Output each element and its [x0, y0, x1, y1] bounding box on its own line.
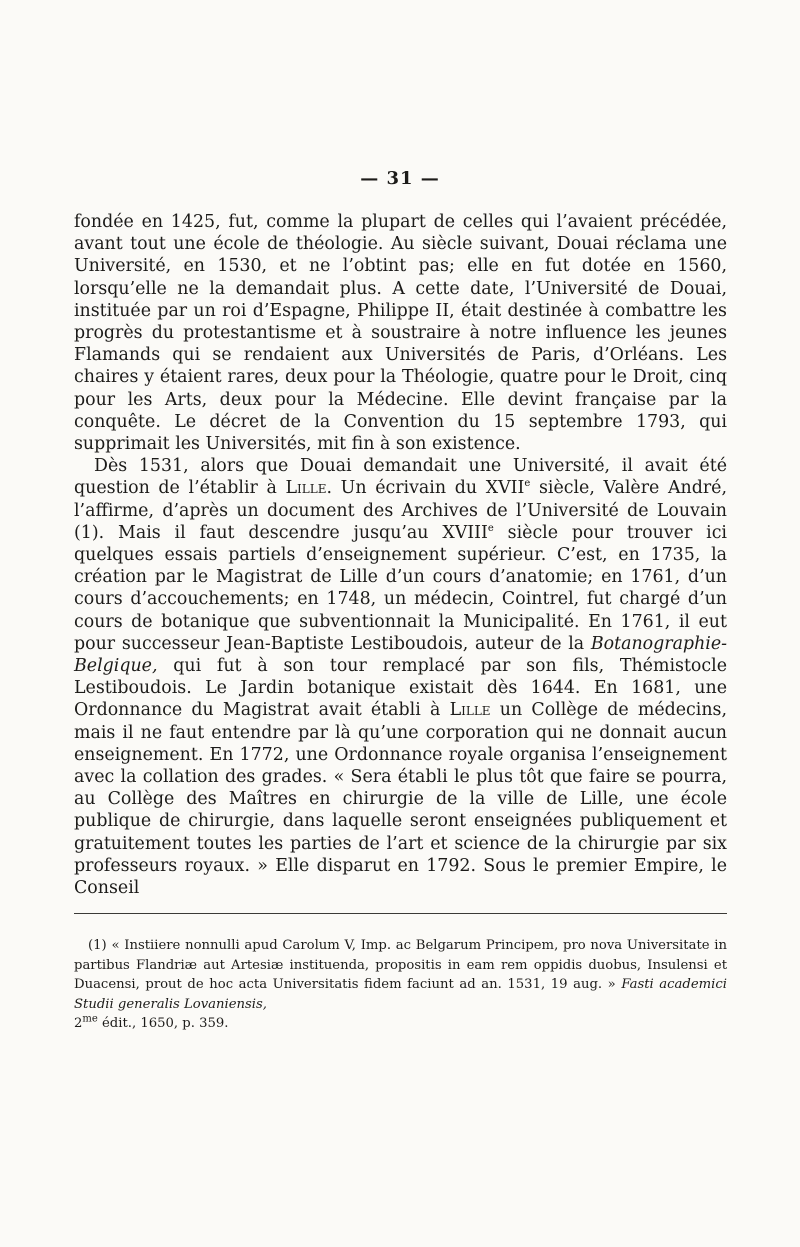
century-superscript: e: [487, 523, 494, 535]
paragraph-text: qui fut à son tour remplacé par son fils, Thémistocle Lestiboudois. Le Jardin botanique existait dès 1644. En 1681, une Ordonnance du Magistrat avait établi à: [74, 656, 727, 721]
city-name-small-caps: Lille: [449, 700, 491, 721]
footnote-marker: (1): [88, 938, 107, 953]
paragraph-text: Dès 1531, alors que Douai demandait une Université, il avait été question de l’établir à: [74, 456, 727, 499]
footnote-edition-superscript: me: [82, 1013, 98, 1025]
footnote-separator: [74, 913, 727, 914]
paragraph-text: siècle pour trouver ici quelques essais partiels d’enseignement supérieur. C’est, en 1735, la création par le Magistrat de Lille d’un cours d’anatomie; en 1761, d’un cours d’accouchements; en 1748, un médecin, Cointrel, fut chargé d’un cours de botanique que subventionnait la Municipalité. En 1761, il eut pour successeur Jean-Baptiste Lestiboudois, auteur de la: [74, 522, 727, 654]
city-name-small-caps: Lille: [285, 478, 327, 499]
paragraph-text: siècle, Valère André, l’affirme, d’après un document des Archives de l’Université de Louvain (1). Mais il faut descendre jusqu’au XVIII: [74, 478, 727, 543]
footnote-text: « Instiiere nonnulli apud Carolum V, Imp. ac Belgarum Principem, pro nova Universitate in partibus Flandriæ aut Artesiæ instituenda, propositis in eam rem oppidis duobus, Insulensi et Duacensi, prout de hoc acta Universitatis fidem faciunt ad an. 1531, 19 aug. »: [74, 938, 727, 992]
paragraph-2: [74, 455, 727, 899]
century-superscript: e: [524, 478, 531, 490]
paragraph-text: . Un écrivain du XVII: [326, 478, 525, 499]
paragraph-text: un Collège de médecins, mais il ne faut entendre par là qu’une corporation qui ne donnait aucun enseignement. En 1772, une Ordonnance royale organisa l’enseignement avec la collation des grades. « Sera établi le plus tôt que faire se pourra, au Collège des Maîtres en chirurgie de la ville de Lille, une école publique de chirurgie, dans laquelle seront enseignées publiquement et gratuitement toutes les parties de l’art et science de la chirurgie par six professeurs royaux. » Elle disparut en 1792. Sous le premier Empire, le Conseil: [74, 700, 727, 899]
book-title-italic: Botanographie-Belgique,: [74, 633, 727, 677]
footnote: [74, 936, 727, 1034]
body-text: [74, 211, 727, 899]
footnote-tail: édit., 1650, p. 359.: [97, 1016, 229, 1031]
paragraph-1: fondée en 1425, fut, comme la plupart de celles qui l’avaient précédée, avant tout une école de théologie. Au siècle suivant, Douai réclama une Université, en 1530, et ne l’obtint pas; elle en fut dotée en 1560, lorsqu’elle ne la demandait plus. A cette date, l’Université de Douai, instituée par un roi d’Espagne, Philippe II, était destinée à combattre les progrès du protestantisme et à soustraire à notre influence les jeunes Flamands qui se rendaient aux Universités de Paris, d’Orléans. Les chaires y étaient rares, deux pour la Théologie, quatre pour le Droit, cinq pour les Arts, deux pour la Médecine. Elle devint française par la conquête. Le décret de la Convention du 15 septembre 1793, qui supprimait les Universités, mit fin à son existence.: [74, 212, 727, 455]
footnote-edition-number: 2: [74, 1016, 83, 1031]
footnote-source-italic: Fasti academici Studii generalis Lovaniensis,: [74, 977, 727, 1012]
page-number: — 31 —: [360, 168, 440, 189]
